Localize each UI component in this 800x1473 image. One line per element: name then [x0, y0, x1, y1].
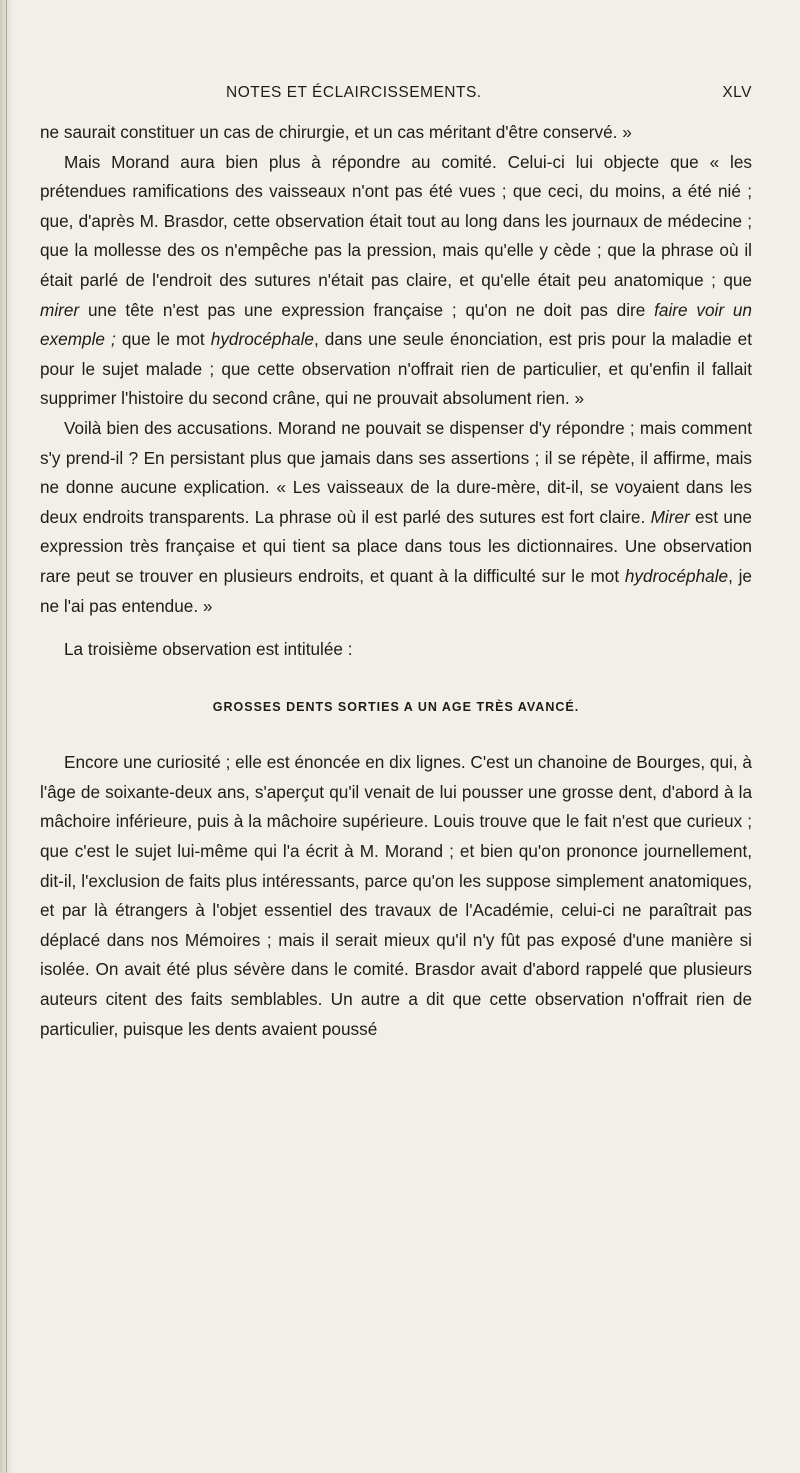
paragraph-text: , je ne l'ai pas entendue. »: [40, 565, 752, 616]
paragraph-text: une tête n'est pas une expression française ; qu'on ne doit pas dire: [79, 299, 655, 320]
paragraph-text: est une expression très française et qui tient sa place dans tous les dictionnaires. Une observation rare peut se trouver en plusieurs endroits, et quant à la difficulté sur le mot: [40, 506, 752, 586]
body-text: [40, 118, 752, 1044]
running-header: [40, 84, 752, 110]
italic-term: hydrocéphale: [210, 329, 314, 350]
paragraph-third-observation: La troisième observation est intitulée :: [64, 639, 353, 660]
paragraph-text: Voilà bien des accusations. Morand ne pouvait se dispenser d'y répondre ; mais comment s'y prend-il ? En persistant plus que jamais dans ses assertions ; il se répète, il affirme, mais ne donne aucune explication. « Les vaisseaux de la dure-mère, dit-il, se voyaient dans les deux endroits transparents. La phrase où il est parlé des sutures est fort claire.: [40, 417, 752, 527]
italic-term: faire voir un exemple ;: [40, 299, 752, 350]
paragraph-continued: ne saurait constituer un cas de chirurgie, et un cas méritant d'être conservé. »: [40, 122, 632, 142]
page-binding-edge: [0, 0, 14, 1473]
paragraph-reply: [40, 414, 752, 621]
paragraph-text: , dans une seule énonciation, est pris pour la maladie et pour le sujet malade ; que cette observation n'offrait rien de particulier, et qu'enfin il fallait supprimer l'histoire du second crâne, qui ne prouvait absolument rien. »: [40, 329, 753, 409]
paragraph-text: que le mot: [115, 329, 211, 350]
binding-shadow-line: [6, 0, 7, 1473]
italic-term: Mirer: [650, 506, 690, 527]
italic-term: hydrocéphale: [624, 565, 729, 586]
running-header-title: NOTES ET ÉCLAIRCISSEMENTS.: [226, 84, 482, 101]
paragraph-text: Mais Morand aura bien plus à répondre au comité. Celui-ci lui objecte que « les prétendues ramifications des vaisseaux n'ont pas été vues ; que ceci, du moins, a été nié ; que, d'après M. Brasdor, cette observation était tout au long dans les journaux de médecine ; que la mollesse des os n'empêche pas la pression, mais qu'elle y cède ; que la phrase où il était parlé de l'endroit des sutures n'était pas claire, et qu'elle était peu anatomique ; que: [40, 151, 752, 290]
italic-term: mirer: [40, 299, 80, 320]
paragraph-objections: [40, 148, 752, 414]
section-heading: GROSSES DENTS SORTIES A UN AGE TRÈS AVANCÉ.: [212, 699, 580, 714]
page-number: XLV: [722, 84, 752, 101]
book-page: [40, 84, 752, 1044]
paragraph-curiosity: Encore une curiosité ; elle est énoncée en dix lignes. C'est un chanoine de Bourges, qui, à l'âge de soixante-deux ans, s'aperçut qu'il venait de lui pousser une grosse dent, d'abord à la mâchoire inférieure, puis à la mâchoire supérieure. Louis trouve que le fait n'est que curieux ; que c'est le sujet lui-même qui l'a écrit à M. Morand ; et bien qu'on prononce journellement, dit-il, l'exclusion de faits plus intéressants, parce qu'on les suppose simplement anatomiques, et par là étrangers à l'objet essentiel des travaux de l'Académie, celui-ci ne paraîtrait pas déplacé dans nos Mémoires ; mais il serait mieux qu'il n'y fût pas exposé d'une manière si isolée. On avait été plus sévère dans le comité. Brasdor avait d'abord rappelé que plusieurs auteurs citent des faits semblables. Un autre a dit que cette observation n'offrait rien de particulier, puisque les dents avaient poussé: [40, 752, 752, 1039]
